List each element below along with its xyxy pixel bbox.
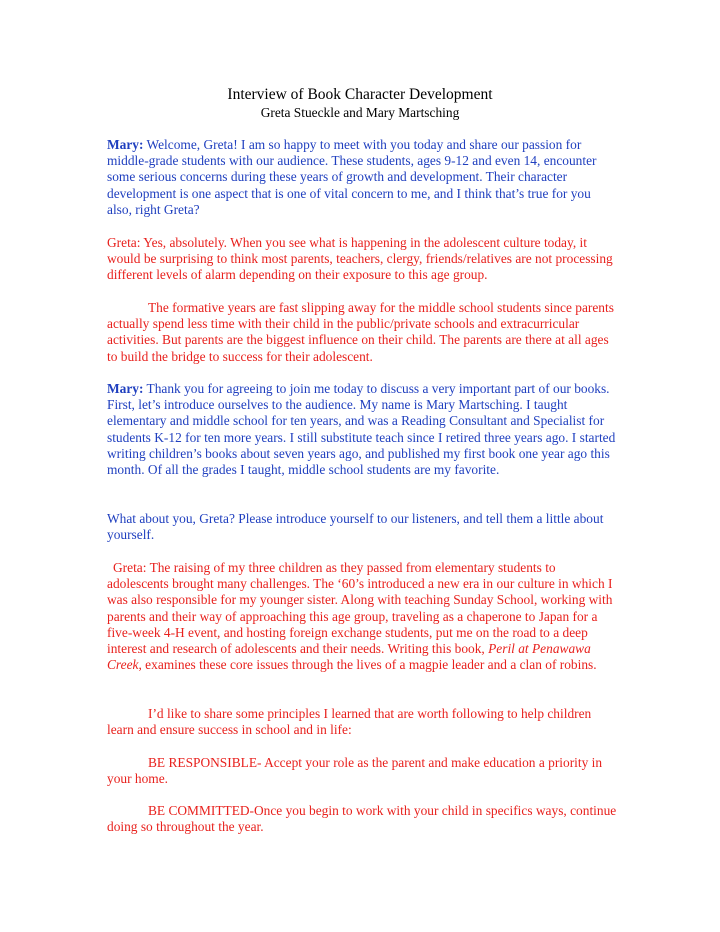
paragraph-mary-question bbox=[107, 511, 619, 543]
document-title: Interview of Book Character Development bbox=[227, 86, 493, 103]
book-title: Peril at Penawawa Creek bbox=[107, 641, 591, 673]
paragraph-greta-response bbox=[107, 235, 619, 284]
paragraph-text: BE COMMITTED-Once you begin to work with your child in specifics ways, continue doing so throughout the year. bbox=[107, 803, 617, 835]
paragraph-principles-intro bbox=[107, 706, 619, 738]
paragraph-text: BE RESPONSIBLE- Accept your role as the parent and make education a priority in your home. bbox=[107, 755, 603, 787]
speaker-label-mary: Mary: bbox=[107, 381, 144, 396]
document-authors: Greta Stueckle and Mary Martsching bbox=[260, 105, 460, 120]
paragraph-text: What about you, Greta? Please introduce yourself to our listeners, and tell them a little about yourself. bbox=[107, 511, 604, 543]
paragraph-greta-intro bbox=[107, 560, 619, 673]
paragraph-text: The formative years are fast slipping away for the middle school students since parents actually spend less time with their child in the public/private schools and extracurricular activities. But parents are the biggest influence on their child. The parents are there at all ages to build the bridge to success for their adolescent. bbox=[107, 300, 614, 364]
paragraph-text: Welcome, Greta! I am so happy to meet with you today and share our passion for middle-grade students with our audience. These students, ages 9-12 and even 14, encounter some serious concerns during these years of growth and development. Their character development is one aspect that is one of vital concern to me, and I think that’s true for you also, right Greta? bbox=[107, 137, 597, 217]
paragraph-text: Greta: The raising of my three children as they passed from elementary students to adolescents brought many challenges. The ‘60’s introduced a new era in our culture in which I was also responsible for my younger sister. Along with teaching Sunday School, working with parents and their way of approaching this age group, traveling as a chaperone to Japan for a five-week 4-H event, and hosting foreign exchange students, put me on the road to a deep interest and research of adolescents and their needs. Writing this book, bbox=[107, 560, 613, 657]
paragraph-mary-intro bbox=[107, 381, 619, 478]
paragraph-text: I’d like to share some principles I learned that are worth following to help children learn and ensure success in school and in life: bbox=[107, 706, 592, 738]
paragraph-mary-welcome bbox=[107, 137, 619, 218]
paragraph-formative-years bbox=[107, 300, 619, 365]
paragraph-text: Thank you for agreeing to join me today to discuss a very important part of our books. First, let’s introduce ourselves to the audience. My name is Mary Martsching. I taught elementary and middle school for ten years, and was a Reading Consultant and Specialist for students K-12 for ten more years. I still substitute teach since I retired three years ago. I started writing children’s books about seven years ago, and published my first book one year ago this month. Of all the grades I taught, middle school students are my favorite. bbox=[107, 381, 616, 478]
speaker-label-mary: Mary: bbox=[107, 137, 144, 152]
paragraph-text: Greta: Yes, absolutely. When you see what is happening in the adolescent culture today, it would be surprising to think most parents, teachers, clergy, friends/relatives are not processing different levels of alarm depending on their exposure to this age group. bbox=[107, 235, 613, 283]
paragraph-be-responsible bbox=[107, 755, 619, 787]
paragraph-text: , examines these core issues through the lives of a magpie leader and a clan of robins. bbox=[138, 657, 597, 673]
paragraph-be-committed bbox=[107, 803, 619, 835]
